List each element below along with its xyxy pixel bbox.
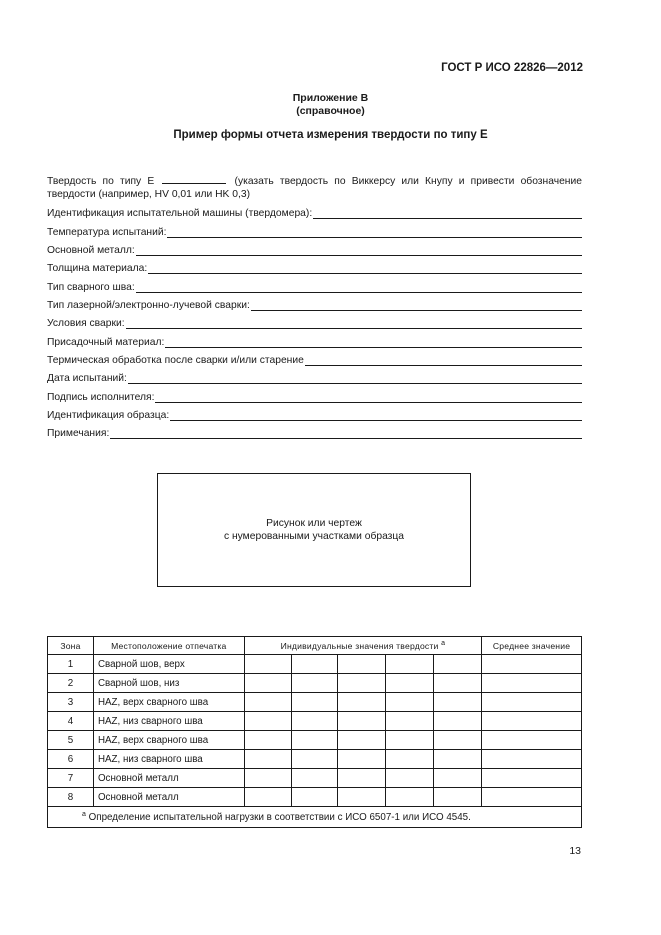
field-test-temperature[interactable] [47,225,582,238]
zone-cell: 2 [48,674,94,693]
field-label: Условия сварки: [47,318,125,330]
figure-caption-line2: с нумерованными участками образца [223,531,405,542]
field-specimen-id[interactable] [47,408,582,421]
zone-cell: 6 [48,750,94,769]
value-cell[interactable] [434,750,482,769]
zone-cell: 1 [48,655,94,674]
field-label: Подпись исполнителя: [47,391,155,403]
field-label: Толщина материала: [47,263,148,275]
value-cell[interactable] [434,674,482,693]
average-cell[interactable] [482,674,582,693]
field-heat-treatment[interactable] [47,353,582,366]
field-line[interactable] [251,300,582,311]
value-cell[interactable] [434,731,482,750]
annex-title: Приложение В [292,92,369,104]
value-cell[interactable] [338,693,386,712]
zone-cell: 8 [48,788,94,807]
field-notes[interactable] [47,426,582,439]
field-line[interactable] [155,392,582,403]
value-cell[interactable] [291,788,338,807]
value-cell[interactable] [386,712,434,731]
field-label: Тип сварного шва: [47,281,135,293]
value-cell[interactable] [338,769,386,788]
value-cell[interactable] [434,788,482,807]
value-cell[interactable] [338,731,386,750]
field-label: Тип лазерной/электронно-лучевой сварки: [47,300,250,312]
field-label: Идентификация испытательной машины (твердомера): [47,208,313,220]
value-cell[interactable] [434,693,482,712]
intro-instruction: (указать твердость по Виккерсу или Кнупу и привести обозначение твердости (например, HV 0,01 или HK 0,3) [47,176,582,200]
value-cell[interactable] [244,731,291,750]
header-zone: Зона [48,637,94,655]
form-title: Пример формы отчета измерения твердости по типу Е [173,129,488,141]
value-cell[interactable] [291,655,338,674]
location-cell: Основной металл [93,788,244,807]
table-row [48,655,582,674]
field-label: Основной металл: [47,245,135,257]
table-row [48,731,582,750]
zone-cell: 3 [48,693,94,712]
field-label: Дата испытаний: [47,373,127,385]
value-cell[interactable] [386,655,434,674]
value-cell[interactable] [338,750,386,769]
header-individual-values [244,637,481,655]
field-line[interactable] [126,318,582,329]
table-row [48,769,582,788]
value-cell[interactable] [244,769,291,788]
table-row [48,693,582,712]
intro-label: Твердость по типу Е [47,176,155,187]
average-cell[interactable] [482,712,582,731]
value-cell[interactable] [291,750,338,769]
annex-subtitle: (справочное) [296,105,365,117]
location-cell: HAZ, низ сварного шва [93,750,244,769]
field-operator-signature[interactable] [47,390,582,403]
location-cell: Основной металл [93,769,244,788]
report-fields [47,174,582,439]
value-cell[interactable] [434,769,482,788]
field-line[interactable] [136,245,582,256]
field-welding-type[interactable] [47,298,582,311]
location-cell: Сварной шов, верх [93,655,244,674]
average-cell[interactable] [482,750,582,769]
table-row [48,674,582,693]
value-cell[interactable] [291,769,338,788]
field-line[interactable] [128,373,582,384]
hardness-blank[interactable] [162,174,226,184]
footnote-text: Определение испытательной нагрузки в соответствии с ИСО 6507-1 или ИСО 4545. [88,811,471,823]
average-cell[interactable] [482,731,582,750]
average-cell[interactable] [482,769,582,788]
value-cell[interactable] [244,788,291,807]
header-location: Местоположение отпечатка [93,637,244,655]
standard-designation: ГОСТ Р ИСО 22826—2012 [441,62,583,74]
figure-placeholder-box [157,473,471,587]
value-cell[interactable] [291,674,338,693]
field-line[interactable] [313,208,582,219]
field-filler-material[interactable] [47,335,582,348]
zone-cell: 5 [48,731,94,750]
field-label: Примечания: [47,428,110,440]
header-average: Среднее значение [482,637,582,655]
zone-cell: 7 [48,769,94,788]
average-cell[interactable] [482,788,582,807]
footnote-marker: a [82,810,86,818]
value-cell[interactable] [338,674,386,693]
field-label: Температура испытаний: [47,226,167,238]
field-line[interactable] [170,410,582,421]
field-line[interactable] [136,282,582,293]
table-row [48,788,582,807]
page-number: 13 [569,845,581,857]
value-cell[interactable] [434,655,482,674]
value-cell[interactable] [291,731,338,750]
field-test-machine[interactable] [47,206,582,219]
field-line[interactable] [148,263,582,274]
average-cell[interactable] [482,655,582,674]
hardness-table [47,636,582,828]
value-cell[interactable] [244,750,291,769]
field-line[interactable] [305,355,582,366]
field-line[interactable] [165,337,582,348]
value-cell[interactable] [244,712,291,731]
figure-caption-line1: Рисунок или чертеж [266,518,362,529]
header-individual-text: Индивидуальные значения твердости [280,640,439,651]
field-welding-conditions[interactable] [47,316,582,329]
field-weld-type[interactable] [47,280,582,293]
value-cell[interactable] [386,788,434,807]
value-cell[interactable] [338,712,386,731]
value-cell[interactable] [244,655,291,674]
field-material-thickness[interactable] [47,261,582,274]
zone-cell: 4 [48,712,94,731]
value-cell[interactable] [338,655,386,674]
field-base-metal[interactable] [47,243,582,256]
table-footnote-row [48,807,582,828]
table-footnote [48,807,582,828]
value-cell[interactable] [291,712,338,731]
value-cell[interactable] [338,788,386,807]
value-cell[interactable] [386,731,434,750]
table-row [48,712,582,731]
location-cell: HAZ, низ сварного шва [93,712,244,731]
field-line[interactable] [167,227,582,238]
footnote-marker: a [441,639,446,647]
average-cell[interactable] [482,693,582,712]
value-cell[interactable] [434,712,482,731]
table-row [48,750,582,769]
hardness-type-intro [47,174,582,201]
field-line[interactable] [110,428,582,439]
location-cell: HAZ, верх сварного шва [93,731,244,750]
value-cell[interactable] [386,750,434,769]
table-header-row [48,637,582,655]
value-cell[interactable] [244,674,291,693]
location-cell: HAZ, верх сварного шва [93,693,244,712]
value-cell[interactable] [291,693,338,712]
field-label: Идентификация образца: [47,410,170,422]
value-cell[interactable] [386,693,434,712]
value-cell[interactable] [386,674,434,693]
field-label: Присадочный материал: [47,336,165,348]
field-label: Термическая обработка после сварки и/или старение [47,355,304,367]
value-cell[interactable] [244,693,291,712]
field-test-date[interactable] [47,371,582,384]
location-cell: Сварной шов, низ [93,674,244,693]
value-cell[interactable] [386,769,434,788]
